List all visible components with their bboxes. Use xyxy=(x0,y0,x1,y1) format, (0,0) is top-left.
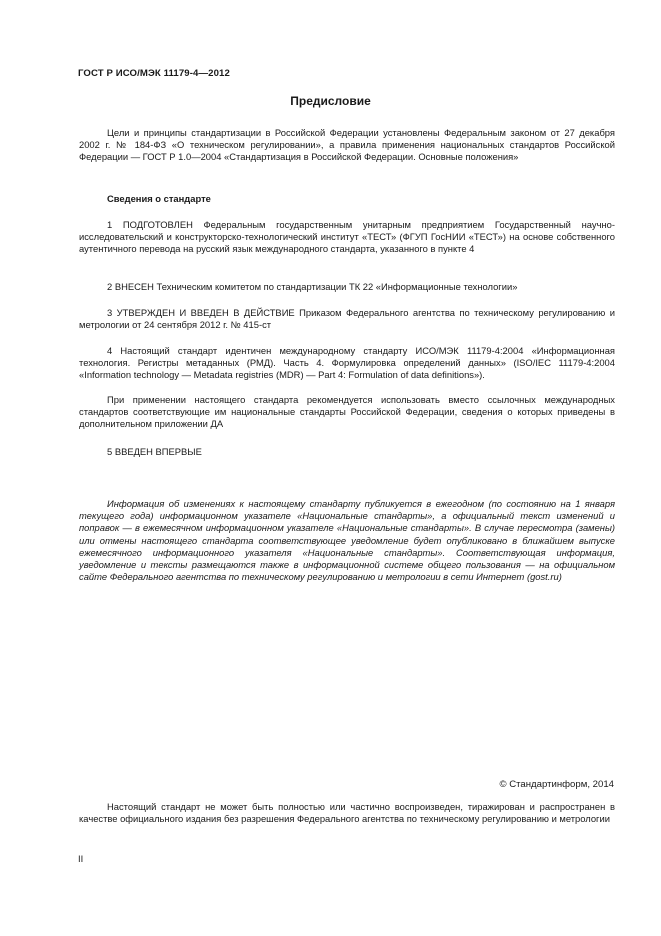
reproduction-notice: Настоящий стандарт не может быть полностью или частично воспроизведен, тиражирован и распространен в качестве официального издания без разрешения Федерального агентства по техническому регулированию и метрологии xyxy=(79,801,615,825)
document-code-header: ГОСТ Р ИСО/МЭК 11179-4—2012 xyxy=(78,68,230,79)
change-notice-paragraph: Информация об изменениях к настоящему стандарту публикуется в ежегодном (по состоянию на 1 января текущего года) информационном указателе «Национальные стандарты», а официальный текст изменений и поправок — в ежемесячном информационном указателе «Национальные стандарты». В случае пересмотра (замены) или отмены настоящего стандарта соответствующее уведомление будет опубликовано в ближайшем выпуске ежемесячного информационного указателя «Национальные стандарты». Соответствующая информация, уведомление и тексты размещаются также в информационной системе общего пользования — на официальном сайте Федерального агентства по техническому регулированию и метрологии в сети Интернет (gost.ru) xyxy=(79,498,615,583)
page-number: II xyxy=(78,853,84,864)
item-4-paragraph: 4 Настоящий стандарт идентичен международному стандарту ИСО/МЭК 11179-4:2004 «Информационная технология. Регистры метаданных (РМД). Часть 4. Формулировка определений данных» (ISO/IEC 11179-4:2004 «Information technology — Metadata registries (MDR) — Part 4: Formulation of data definitions»). xyxy=(79,345,615,381)
page-title: Предисловие xyxy=(290,94,371,108)
item-1-paragraph: 1 ПОДГОТОВЛЕН Федеральным государственным унитарным предприятием Государственный научно-исследовательский и конструкторско-технологический институт «ТЕСТ» (ФГУП ГосНИИ «ТЕСТ») на основе собственного аутентичного перевода на русский язык международного стандарта, указанного в пункте 4 xyxy=(79,219,615,255)
section-heading: Сведения о стандарте xyxy=(107,193,211,204)
intro-paragraph: Цели и принципы стандартизации в Российской Федерации установлены Федеральным законом от 27 декабря 2002 г. № 184-ФЗ «О техническом регулировании», а правила применения национальных стандартов Российской Федерации — ГОСТ Р 1.0—2004 «Стандартизация в Российской Федерации. Основные положения» xyxy=(79,127,615,163)
copyright-line: © Стандартинформ, 2014 xyxy=(499,779,614,790)
item-4-note-paragraph: При применении настоящего стандарта рекомендуется использовать вместо ссылочных международных стандартов соответствующие им национальные стандарты Российской Федерации, сведения о которых приведены в дополнительном приложении ДА xyxy=(79,394,615,430)
item-5-paragraph: 5 ВВЕДЕН ВПЕРВЫЕ xyxy=(107,446,202,457)
item-2-paragraph: 2 ВНЕСЕН Техническим комитетом по стандартизации ТК 22 «Информационные технологии» xyxy=(107,281,518,292)
item-3-paragraph: 3 УТВЕРЖДЕН И ВВЕДЕН В ДЕЙСТВИЕ Приказом Федерального агентства по техническому регулированию и метрологии от 24 сентября 2012 г. № 415-ст xyxy=(79,307,615,331)
